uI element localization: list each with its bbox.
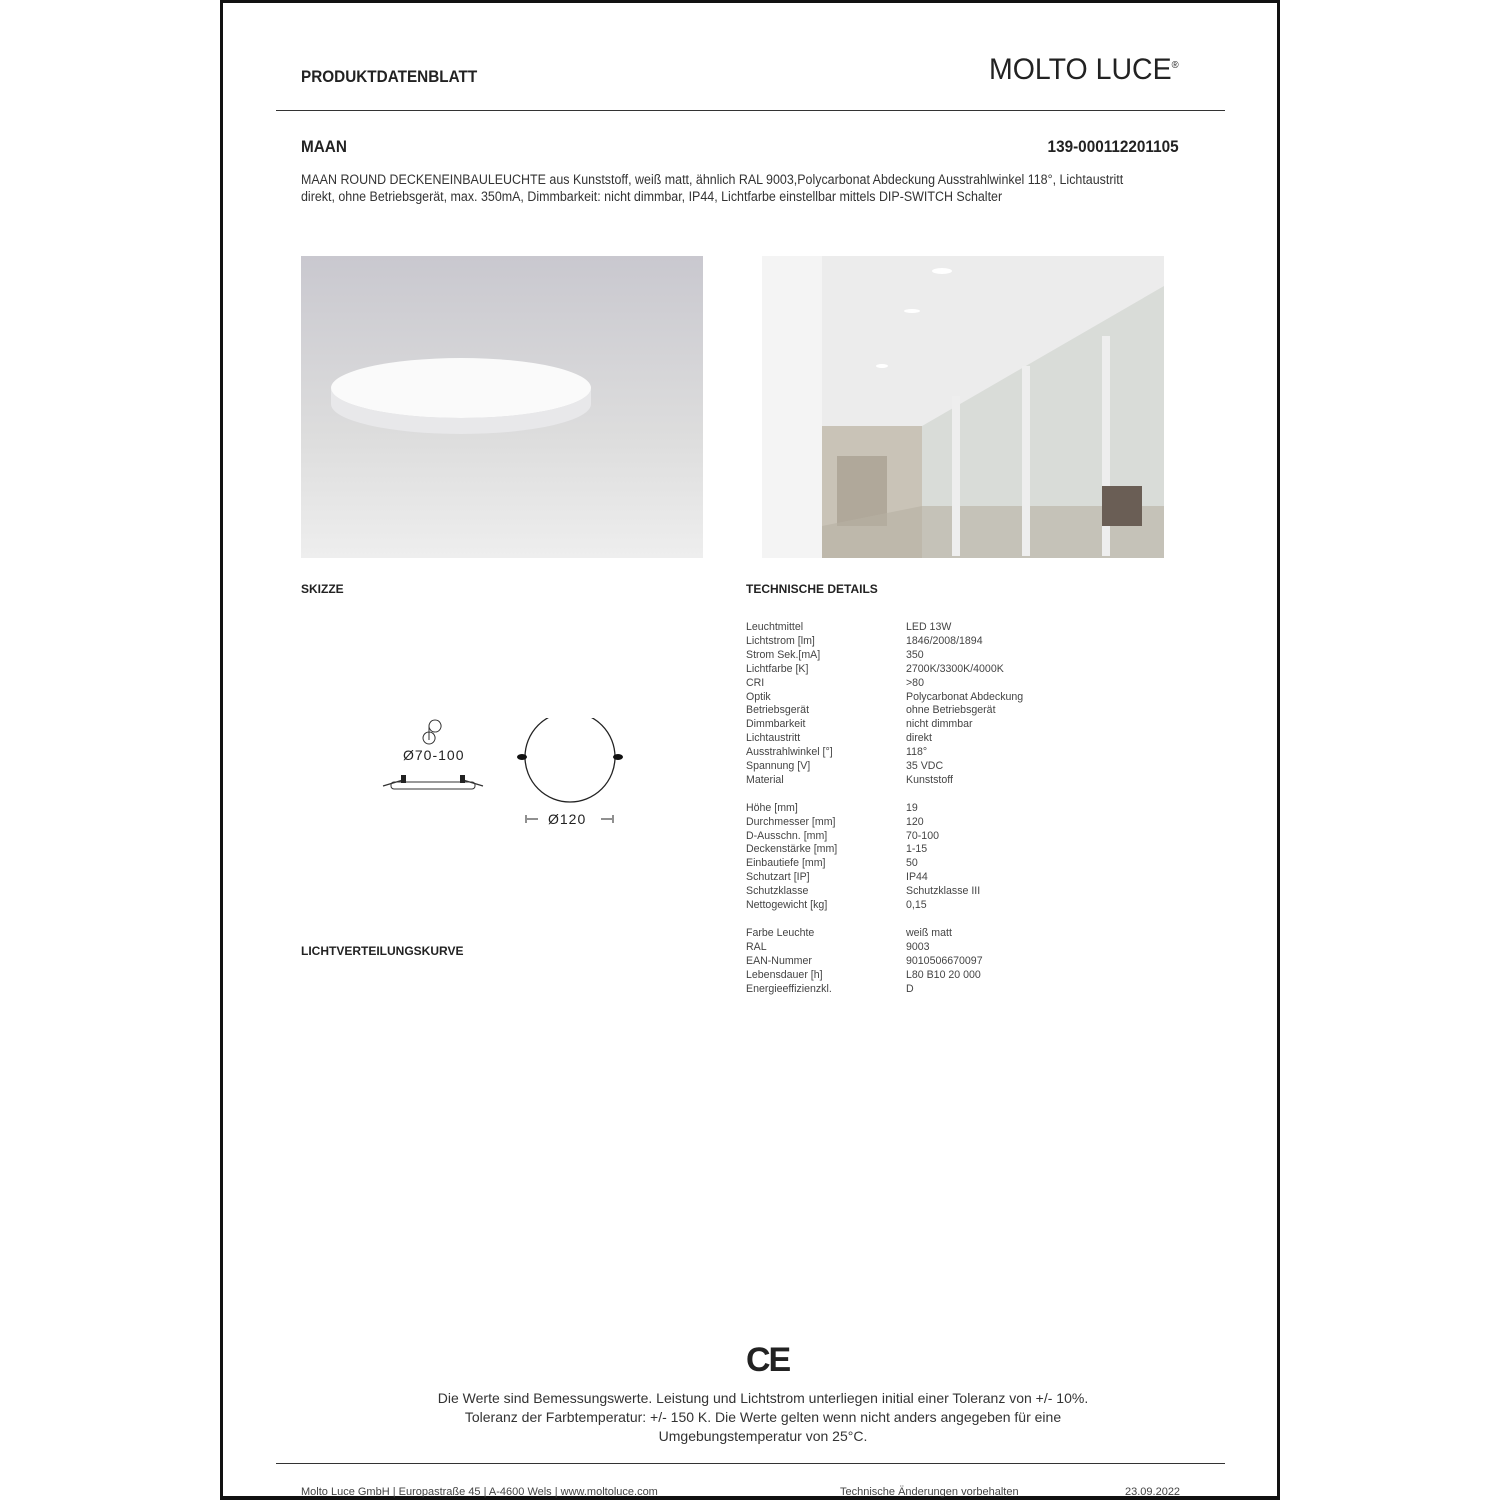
detail-row (746, 927, 1023, 941)
detail-row (746, 746, 1023, 760)
detail-value: weiß matt (906, 926, 952, 939)
detail-value: D (906, 982, 914, 995)
detail-value: 50 (906, 857, 918, 870)
detail-row (746, 941, 1023, 955)
detail-value: 19 (906, 801, 918, 814)
detail-row (746, 677, 1023, 691)
detail-label: Einbautiefe [mm] (746, 857, 826, 870)
note-line: Toleranz der Farbtemperatur: +/- 150 K. Die Werte gelten wenn nicht anders angegeben für eine (464, 1409, 1062, 1425)
detail-value: L80 B10 20 000 (906, 968, 981, 981)
detail-label: Schutzart [IP] (746, 871, 810, 884)
luminaire-image (301, 256, 703, 558)
cutout-label: Ø70-100 (403, 747, 465, 763)
detail-row (746, 871, 1023, 885)
detail-row (746, 718, 1023, 732)
section-sketch: SKIZZE (301, 582, 344, 596)
detail-label: Energieeffizienzkl. (746, 982, 832, 995)
detail-value: 120 (906, 815, 924, 828)
detail-value: direkt (906, 732, 932, 745)
detail-row (746, 635, 1023, 649)
description-line: direkt, ohne Betriebsgerät, max. 350mA, Dimmbarkeit: nicht dimmbar, IP44, Lichtfarbe einstellbar mittels DIP-SWITCH Schalter (301, 189, 1003, 204)
corridor-image (762, 256, 1164, 558)
detail-label: Spannung [V] (746, 760, 811, 773)
product-name: MAAN (301, 137, 347, 156)
detail-value: >80 (906, 676, 924, 689)
detail-value: 9010506670097 (906, 954, 983, 967)
detail-value: nicht dimmbar (906, 718, 973, 731)
detail-value: LED 13W (906, 621, 952, 633)
detail-row (746, 732, 1023, 746)
detail-value: ohne Betriebsgerät (906, 704, 996, 717)
detail-row (746, 843, 1023, 857)
footer-disclaimer: Technische Änderungen vorbehalten (840, 1486, 1019, 1498)
detail-label: Lichtfarbe [K] (746, 662, 809, 675)
group-spacer (746, 788, 1023, 802)
detail-row (746, 760, 1023, 774)
detail-label: Strom Sek.[mA] (746, 648, 821, 661)
detail-value: IP44 (906, 871, 928, 884)
detail-label: Lichtstrom [lm] (746, 634, 815, 647)
section-technical-details: TECHNISCHE DETAILS (746, 582, 878, 596)
detail-label: CRI (746, 676, 765, 689)
detail-row (746, 649, 1023, 663)
footer-date: 23.09.2022 (1125, 1486, 1181, 1498)
doc-type: PRODUKTDATENBLATT (301, 67, 478, 86)
product-description (301, 171, 1124, 205)
detail-label: Farbe Leuchte (746, 926, 815, 939)
section-light-curve: LICHTVERTEILUNGSKURVE (301, 944, 464, 958)
detail-label: Leuchtmittel (746, 621, 804, 633)
detail-value: Polycarbonat Abdeckung (906, 690, 1024, 703)
datasheet-page (220, 0, 1280, 1500)
detail-label: Durchmesser [mm] (746, 815, 836, 828)
sketch-drawing (373, 718, 643, 838)
detail-label: D-Ausschn. [mm] (746, 829, 828, 842)
detail-row (746, 830, 1023, 844)
note-line: Die Werte sind Bemessungswerte. Leistung und Lichtstrom unterliegen initial einer Toleranz von +/- 10%. (437, 1390, 1089, 1406)
tolerance-note (353, 1389, 1173, 1446)
header-divider (276, 110, 1225, 111)
detail-value: 1846/2008/1894 (906, 634, 983, 647)
detail-row (746, 663, 1023, 677)
dimension-sketch (373, 718, 643, 838)
ce-mark: CE (746, 1341, 790, 1379)
footer-divider (276, 1463, 1225, 1464)
detail-label: Betriebsgerät (746, 704, 810, 717)
detail-label: Lichtaustritt (746, 732, 801, 745)
detail-row (746, 621, 1023, 635)
detail-row (746, 691, 1023, 705)
detail-row (746, 955, 1023, 969)
brand-name: MOLTO LUCE (989, 53, 1172, 86)
detail-label: Dimmbarkeit (746, 718, 806, 731)
detail-value: 0,15 (906, 899, 927, 912)
detail-label: Material (746, 773, 784, 786)
detail-label: Deckenstärke [mm] (746, 843, 838, 856)
application-photo (762, 256, 1164, 558)
detail-row (746, 816, 1023, 830)
detail-row (746, 983, 1023, 997)
detail-row (746, 969, 1023, 983)
detail-row (746, 774, 1023, 788)
detail-value: 70-100 (906, 829, 939, 842)
brand-mark: ® (1171, 60, 1179, 71)
brand-logo (989, 53, 1179, 87)
detail-row (746, 704, 1023, 718)
detail-value: 350 (906, 648, 924, 661)
detail-label: EAN-Nummer (746, 954, 812, 967)
detail-value: 1-15 (906, 843, 928, 856)
technical-details-table (746, 621, 1023, 996)
detail-label: Ausstrahlwinkel [°] (746, 746, 833, 759)
footer-company: Molto Luce GmbH | Europastraße 45 | A-4600 Wels | www.moltoluce.com (301, 1486, 658, 1498)
note-line: Umgebungstemperatur von 25°C. (658, 1428, 868, 1444)
article-number: 139-000112201105 (1047, 137, 1179, 156)
detail-value: 2700K/3300K/4000K (906, 662, 1004, 675)
detail-label: RAL (746, 940, 767, 953)
product-photo (301, 256, 703, 558)
detail-value: Kunststoff (906, 773, 953, 786)
detail-value: Schutzklasse III (906, 885, 981, 898)
detail-label: Optik (746, 690, 771, 703)
description-line: MAAN ROUND DECKENEINBAULEUCHTE aus Kunststoff, weiß matt, ähnlich RAL 9003,Polycarbonat Abdeckung Ausstrahlwinkel 118°, Lichtaustritt (301, 172, 1124, 187)
detail-label: Lebensdauer [h] (746, 968, 823, 981)
detail-label: Schutzklasse (746, 885, 809, 898)
detail-value: 118° (906, 746, 928, 759)
detail-value: 9003 (906, 940, 930, 953)
diameter-label: Ø120 (548, 811, 587, 827)
detail-value: 35 VDC (906, 760, 944, 773)
detail-label: Nettogewicht [kg] (746, 899, 828, 912)
detail-label: Höhe [mm] (746, 801, 798, 814)
detail-row (746, 802, 1023, 816)
detail-row (746, 857, 1023, 871)
detail-row (746, 899, 1023, 913)
group-spacer (746, 913, 1023, 927)
detail-row (746, 885, 1023, 899)
